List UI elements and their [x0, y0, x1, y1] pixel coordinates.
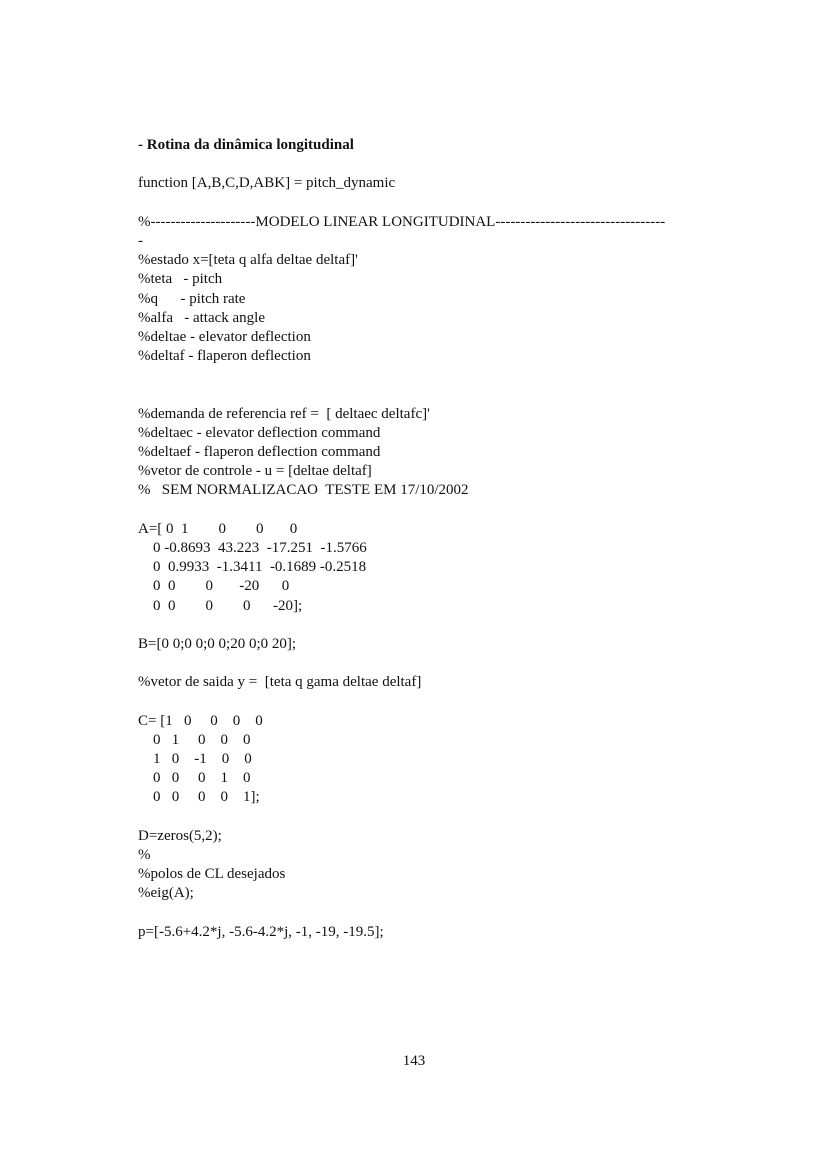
blank-line [138, 654, 738, 673]
blank-line [138, 692, 738, 711]
code-line: % [138, 846, 151, 863]
code-listing [138, 136, 738, 942]
code-line: 0 1 0 0 0 [138, 731, 251, 748]
code-line: 0 0 0 0 -20]; [138, 597, 303, 614]
blank-line [138, 808, 738, 827]
code-line: %deltae - elevator deflection [138, 328, 311, 345]
blank-line [138, 155, 738, 174]
code-line: 0 0.9933 -1.3411 -0.1689 -0.2518 [138, 559, 367, 576]
code-line: %q - pitch rate [138, 290, 246, 307]
code-line: %eig(A); [138, 885, 194, 902]
code-line: %vetor de controle - u = [deltae deltaf] [138, 463, 372, 480]
code-line: %polos de CL desejados [138, 866, 286, 883]
blank-line [138, 501, 738, 520]
code-line: %teta - pitch [138, 271, 223, 288]
code-line: %deltaef - flaperon deflection command [138, 444, 381, 460]
code-line: p=[-5.6+4.2*j, -5.6-4.2*j, -1, -19, -19.5]; [138, 923, 384, 940]
code-line: - [138, 232, 143, 249]
blank-line [138, 904, 738, 923]
code-line: 0 -0.8693 43.223 -17.251 -1.5766 [138, 539, 367, 556]
code-line: B=[0 0;0 0;0 0;20 0;0 20]; [138, 635, 297, 652]
blank-line [138, 385, 738, 404]
code-line: 1 0 -1 0 0 [138, 751, 252, 767]
code-line: 0 0 0 1 0 [138, 770, 251, 787]
code-line: 0 0 0 0 1]; [138, 789, 260, 806]
code-line: A=[ 0 1 0 0 0 [138, 520, 298, 537]
code-line: C= [1 0 0 0 0 [138, 712, 263, 729]
code-line: %estado x=[teta q alfa deltae deltaf]' [138, 252, 358, 269]
section-heading: - Rotina da dinâmica longitudinal [138, 137, 354, 153]
code-line: D=zeros(5,2); [138, 827, 222, 844]
blank-line [138, 616, 738, 635]
code-line: %deltaec - elevator deflection command [138, 424, 381, 441]
blank-line [138, 194, 738, 213]
code-line: % SEM NORMALIZACAO TESTE EM 17/10/2002 [138, 482, 469, 499]
code-line: %deltaf - flaperon deflection [138, 348, 311, 365]
code-line: function [A,B,C,D,ABK] = pitch_dynamic [138, 175, 396, 192]
page-number: 143 [402, 1053, 426, 1069]
code-line: %vetor de saida y = [teta q gama deltae deltaf] [138, 674, 422, 691]
code-line: %alfa - attack angle [138, 309, 266, 326]
code-line: %---------------------MODELO LINEAR LONGITUDINAL---------------------------------- [138, 213, 666, 230]
code-line: %demanda de referencia ref = [ deltaec deltafc]' [138, 405, 430, 422]
blank-line [138, 366, 738, 385]
code-line: 0 0 0 -20 0 [138, 578, 290, 595]
